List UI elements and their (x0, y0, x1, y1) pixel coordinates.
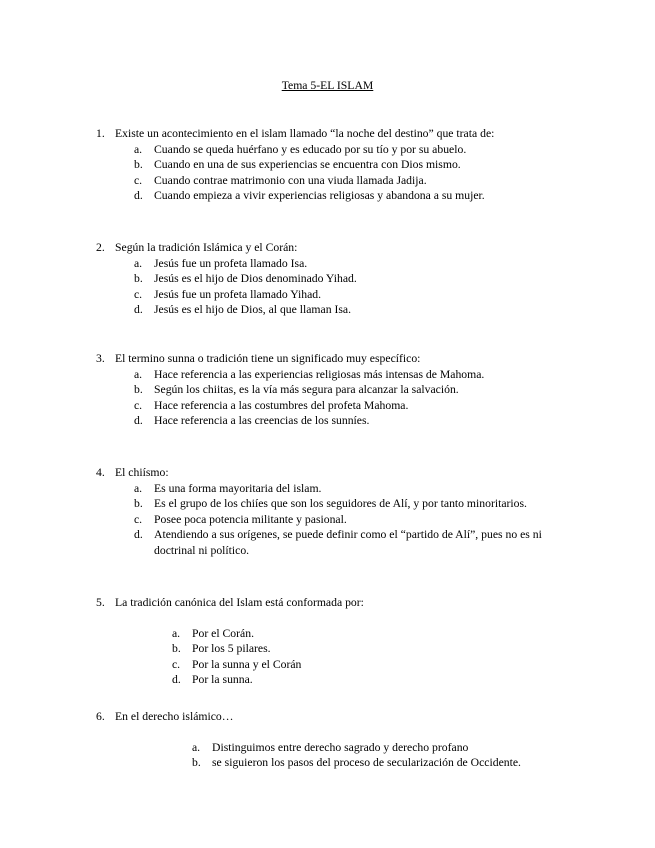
option-c (96, 173, 572, 189)
option-text: Atendiendo a sus orígenes, se puede definir como el “partido de Alí”, pues no es ni doctrinal ni político. (154, 528, 542, 557)
options-list (96, 740, 576, 771)
option-letter: d. (134, 528, 143, 541)
option-text: Hace referencia a las experiencias religiosas más intensas de Mahoma. (154, 367, 485, 381)
question-text: El chiísmo: (115, 466, 169, 479)
option-letter: a. (192, 740, 201, 754)
question-number: 5. (96, 596, 105, 609)
question-3 (96, 351, 576, 429)
option-text: se siguieron los pasos del proceso de secularización de Occidente. (212, 756, 521, 769)
option-b (96, 641, 612, 657)
options-list (96, 142, 576, 204)
question-number: 3. (96, 352, 105, 365)
page-title: Tema 5-EL ISLAM (281, 79, 374, 92)
option-letter: b. (134, 497, 143, 510)
option-letter: d. (134, 189, 143, 202)
option-letter: d. (172, 673, 181, 686)
option-text: Es el grupo de los chiíes que son los seguidores de Alí, y por tanto minoritarios. (154, 497, 527, 510)
option-text: Cuando en una de sus experiencias se encuentra con Dios mismo. (154, 158, 461, 171)
option-text: Posee poca potencia militante y pasional. (154, 512, 347, 526)
question-stem (96, 595, 576, 611)
option-d (96, 413, 572, 429)
question-text: Según la tradición Islámica y el Corán: (115, 241, 298, 254)
question-text: El termino sunna o tradición tiene un significado muy específico: (115, 352, 421, 365)
option-letter: c. (134, 398, 143, 412)
option-a (96, 367, 572, 383)
option-c (96, 657, 612, 673)
question-stem (96, 709, 576, 725)
option-text: Jesús es el hijo de Dios denominado Yihad. (154, 272, 357, 285)
option-a (96, 740, 612, 756)
option-text: Cuando se queda huérfano y es educado por su tío y por su abuelo. (154, 142, 467, 156)
option-text: Hace referencia a las creencias de los sunníes. (154, 414, 370, 427)
option-a (96, 481, 572, 497)
option-letter: c. (134, 287, 143, 301)
question-6 (96, 709, 576, 771)
option-d (96, 188, 572, 204)
option-b (96, 496, 572, 512)
option-a (96, 256, 572, 272)
question-stem (96, 465, 576, 481)
question-number: 1. (96, 127, 105, 140)
option-b (96, 755, 612, 771)
option-b (96, 271, 572, 287)
option-letter: d. (134, 414, 143, 427)
question-4 (96, 465, 576, 558)
option-letter: c. (134, 512, 143, 526)
question-stem (96, 240, 576, 256)
option-text: Por el Corán. (192, 626, 254, 640)
option-text: Distinguimos entre derecho sagrado y derecho profano (212, 740, 469, 754)
question-text: Existe un acontecimiento en el islam llamado “la noche del destino” que trata de: (115, 127, 495, 140)
option-text: Por los 5 pilares. (192, 642, 271, 655)
question-number: 2. (96, 241, 105, 254)
question-number: 6. (96, 710, 105, 723)
option-letter: a. (134, 256, 143, 270)
option-letter: c. (172, 657, 181, 671)
spacer (96, 725, 576, 740)
option-text: Jesús fue un profeta llamado Yihad. (154, 287, 322, 301)
question-text: En el derecho islámico… (115, 710, 234, 723)
option-c (96, 287, 572, 303)
question-1 (96, 126, 576, 204)
option-b (96, 157, 572, 173)
option-letter: a. (134, 142, 143, 156)
option-text: Cuando empieza a vivir experiencias religiosas y abandona a su mujer. (154, 189, 485, 202)
option-letter: b. (192, 756, 201, 769)
option-text: Jesús es el hijo de Dios, al que llaman Isa. (154, 303, 352, 316)
options-list (96, 626, 576, 688)
option-letter: b. (134, 272, 143, 285)
options-list (96, 256, 576, 318)
option-text: Por la sunna y el Corán (192, 657, 302, 671)
question-5 (96, 595, 576, 688)
option-c (96, 398, 572, 414)
option-text: Cuando contrae matrimonio con una viuda llamada Jadija. (154, 173, 427, 187)
question-stem (96, 126, 576, 142)
option-letter: b. (134, 383, 143, 396)
option-letter: a. (172, 626, 181, 640)
spacer (96, 611, 576, 626)
option-d (96, 527, 572, 558)
option-letter: b. (134, 158, 143, 171)
options-list (96, 367, 576, 429)
option-text: Por la sunna. (192, 673, 253, 686)
question-text: La tradición canónica del Islam está conformada por: (115, 596, 364, 609)
option-b (96, 382, 572, 398)
option-d (96, 672, 612, 688)
option-letter: a. (134, 481, 143, 495)
option-letter: a. (134, 367, 143, 381)
option-letter: b. (172, 642, 181, 655)
option-text: Según los chiitas, es la vía más segura para alcanzar la salvación. (154, 383, 459, 396)
option-text: Es una forma mayoritaria del islam. (154, 481, 322, 495)
option-a (96, 626, 612, 642)
option-text: Jesús fue un profeta llamado Isa. (154, 256, 308, 270)
question-number: 4. (96, 466, 105, 479)
question-2 (96, 240, 576, 318)
option-text: Hace referencia a las costumbres del profeta Mahoma. (154, 398, 409, 412)
question-stem (96, 351, 576, 367)
option-letter: c. (134, 173, 143, 187)
option-a (96, 142, 572, 158)
option-d (96, 302, 572, 318)
option-c (96, 512, 572, 528)
options-list (96, 481, 576, 559)
option-letter: d. (134, 303, 143, 316)
